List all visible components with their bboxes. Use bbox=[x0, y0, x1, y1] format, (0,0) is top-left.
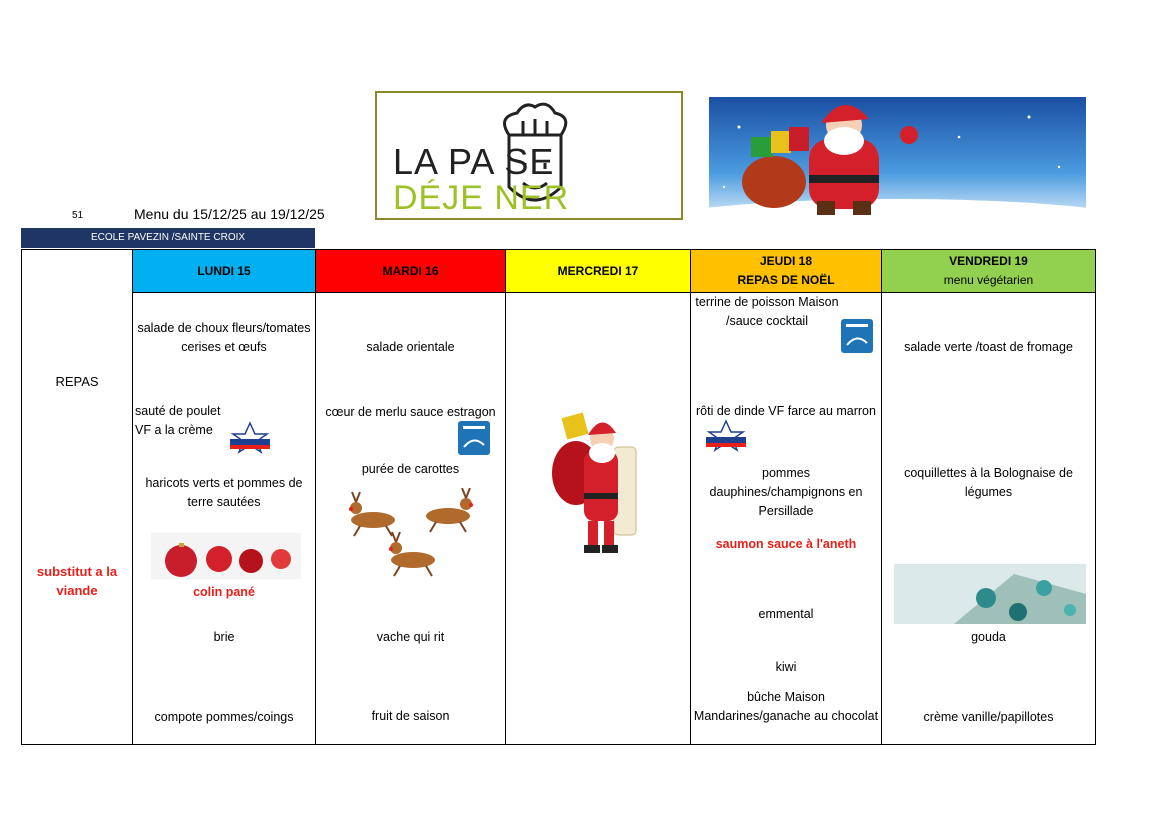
dessert: fruit de saison bbox=[371, 709, 450, 724]
viandes-de-france-badge-icon bbox=[703, 419, 749, 453]
substitut-label: substitut a la viande bbox=[36, 564, 118, 598]
plat: sauté de poulet VF a la crème bbox=[135, 404, 221, 438]
menu-cell-mardi bbox=[316, 293, 506, 745]
dessert: bûche Maison Mandarines/ganache au chocolat bbox=[693, 690, 879, 724]
day-header-vendredi bbox=[882, 250, 1096, 293]
day-subtitle: menu végétarien bbox=[943, 273, 1034, 288]
day-header-mardi bbox=[316, 250, 506, 293]
fromage: vache qui rit bbox=[376, 630, 445, 645]
entree: salade de choux fleurs/tomates cerises et œufs bbox=[137, 321, 311, 355]
day-name: JEUDI 18 bbox=[759, 254, 813, 269]
fruit: kiwi bbox=[775, 660, 797, 675]
plat: coquillettes à la Bolognaise de légumes bbox=[904, 466, 1073, 500]
accompagnement: pommes dauphines/champignons en Persillade bbox=[709, 466, 863, 519]
day-subtitle: REPAS DE NOËL bbox=[737, 273, 835, 288]
day-name: MARDI 16 bbox=[382, 264, 439, 279]
entree: salade orientale bbox=[366, 340, 455, 355]
fromage: emmental bbox=[758, 607, 814, 622]
menu-cell-jeudi bbox=[691, 293, 882, 745]
entree: terrine de poisson Maison /sauce cocktail bbox=[695, 295, 839, 329]
day-header-lundi bbox=[133, 250, 316, 293]
day-name: MERCREDI 17 bbox=[557, 264, 639, 279]
christmas-tree-ornaments-icon bbox=[894, 564, 1086, 624]
christmas-baubles-icon bbox=[151, 533, 301, 579]
substitut: saumon sauce à l'aneth bbox=[715, 537, 857, 552]
page-number: 51 bbox=[72, 210, 84, 221]
menu-table bbox=[21, 249, 1096, 745]
logo bbox=[375, 91, 683, 220]
dessert: compote pommes/coings bbox=[154, 710, 294, 725]
santa-christmas-image bbox=[709, 97, 1086, 223]
accompagnement: purée de carottes bbox=[361, 462, 460, 477]
santa-claus-icon bbox=[550, 411, 650, 557]
day-name: LUNDI 15 bbox=[197, 264, 251, 279]
row-label-column bbox=[22, 250, 133, 745]
plat: cœur de merlu sauce estragon bbox=[325, 405, 496, 420]
school-name: ECOLE PAVEZIN /SAINTE CROIX bbox=[21, 228, 315, 248]
menu-cell-lundi bbox=[133, 293, 316, 745]
accompagnement: haricots verts et pommes de terre sautées bbox=[145, 476, 303, 510]
plat: rôti de dinde VF farce au marron bbox=[696, 404, 876, 419]
entree: salade verte /toast de fromage bbox=[904, 340, 1073, 355]
viandes-de-france-badge-icon bbox=[227, 421, 273, 455]
day-header-jeudi bbox=[691, 250, 882, 293]
day-header-mercredi bbox=[506, 250, 691, 293]
fromage: brie bbox=[213, 630, 235, 645]
menu-cell-mercredi bbox=[506, 293, 691, 745]
day-name: VENDREDI 19 bbox=[949, 254, 1028, 269]
msc-label-icon bbox=[841, 319, 873, 353]
menu-title: Menu du 15/12/25 au 19/12/25 bbox=[134, 206, 325, 222]
logo-text-top: LA PA SE bbox=[393, 141, 555, 182]
dessert: crème vanille/papillotes bbox=[923, 710, 1054, 725]
reindeer-icon bbox=[338, 488, 488, 588]
msc-label-icon bbox=[458, 421, 490, 455]
logo-text-bottom: DÉJE NER bbox=[393, 179, 570, 217]
repas-label: REPAS bbox=[55, 374, 99, 389]
substitut: colin pané bbox=[193, 585, 255, 600]
fromage: gouda bbox=[971, 630, 1006, 645]
menu-cell-vendredi bbox=[882, 293, 1096, 745]
